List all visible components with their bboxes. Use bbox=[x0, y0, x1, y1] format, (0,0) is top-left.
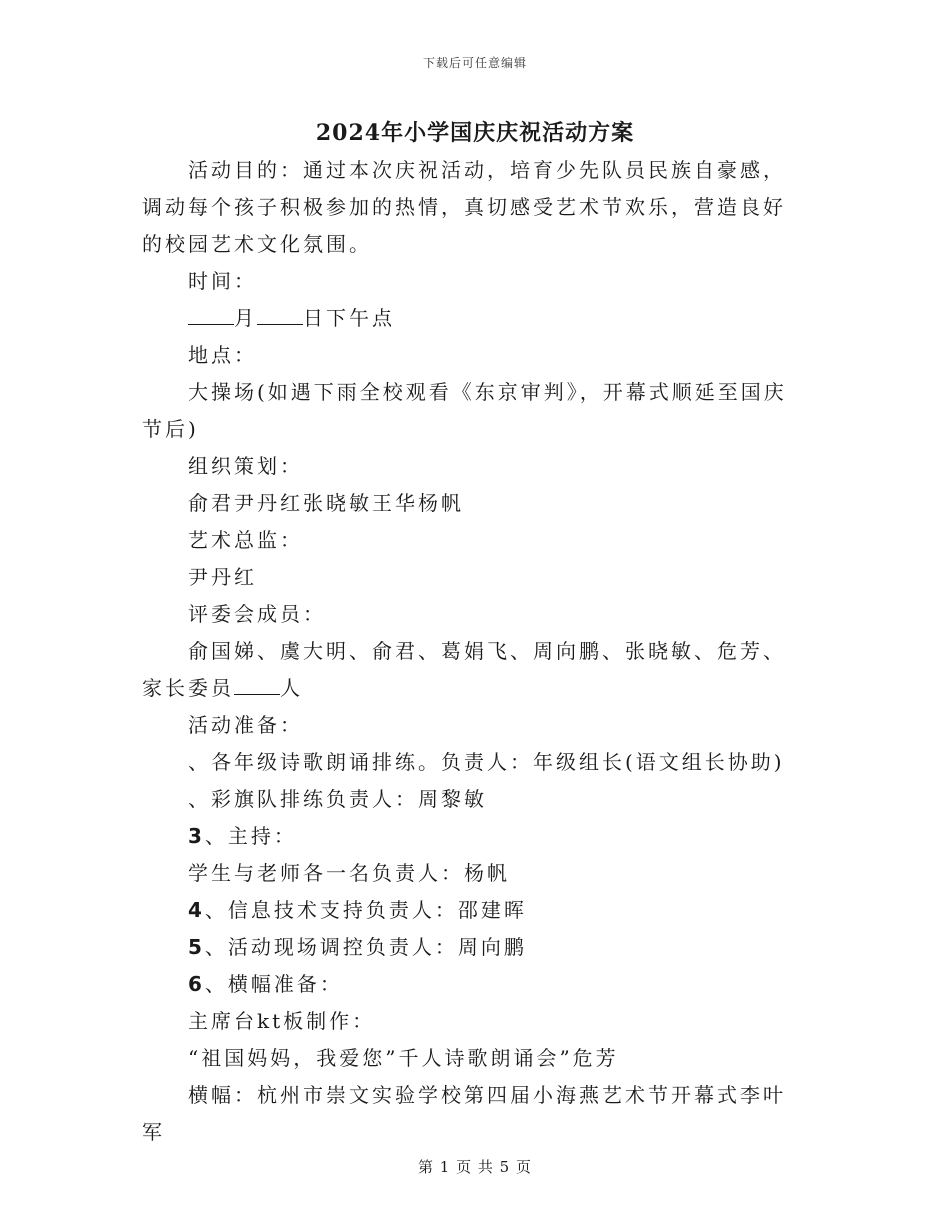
board-value: 主席台kt板制作： bbox=[188, 1009, 376, 1033]
item-3 bbox=[142, 818, 802, 855]
org-label: 组织策划： bbox=[188, 454, 303, 478]
art-value: 尹丹红 bbox=[188, 565, 257, 589]
item-5 bbox=[142, 929, 802, 966]
item-4 bbox=[142, 892, 802, 929]
judges-suffix: 人 bbox=[280, 676, 303, 700]
item-5-text: 、活动现场调控负责人：周向鹏 bbox=[204, 935, 527, 959]
place-value: 大操场(如遇下雨全校观看《东京审判》，开幕式顺延至国庆节后) bbox=[142, 380, 787, 441]
item-4-text: 、信息技术支持负责人：邵建晖 bbox=[204, 898, 527, 922]
page-footer: 第 1 页 共 5 页 bbox=[418, 1158, 532, 1176]
judges-value bbox=[142, 633, 802, 707]
item-3-text: 、主持： bbox=[204, 824, 297, 848]
org-value: 俞君尹丹红张晓敏王华杨帆 bbox=[188, 491, 464, 515]
prep-item-1: 、各年级诗歌朗诵排练。负责人：年级组长(语文组长协助) bbox=[188, 750, 785, 774]
purpose-paragraph: 活动目的：通过本次庆祝活动，培育少先队员民族自豪感，调动每个孩子积极参加的热情，真切感受艺术节欢乐，营造良好的校园艺术文化氛围。 bbox=[142, 158, 786, 256]
item-3-number: 3 bbox=[188, 824, 205, 848]
blank-line bbox=[234, 672, 280, 695]
place-label: 地点： bbox=[188, 343, 257, 367]
item-5-number: 5 bbox=[188, 935, 205, 959]
prep-item-2: 、彩旗队排练负责人：周黎敏 bbox=[188, 787, 487, 811]
document-title: 2024年小学国庆庆祝活动方案 bbox=[315, 120, 635, 146]
time-month: 月 bbox=[234, 306, 257, 330]
header-note: 下载后可任意编辑 bbox=[422, 56, 527, 70]
blank-line bbox=[257, 302, 303, 325]
time-value bbox=[142, 300, 802, 337]
prep-label: 活动准备： bbox=[188, 713, 303, 737]
item-6-number: 6 bbox=[188, 972, 205, 996]
time-label: 时间： bbox=[188, 269, 257, 293]
item-6-text: 、横幅准备： bbox=[204, 972, 343, 996]
banner-value: 横幅：杭州市崇文实验学校第四届小海燕艺术节开幕式李叶军 bbox=[142, 1083, 786, 1144]
art-label: 艺术总监： bbox=[188, 528, 303, 552]
blank-line bbox=[188, 302, 234, 325]
slogan-value: “祖国妈妈，我爱您”千人诗歌朗诵会”危芳 bbox=[188, 1046, 619, 1070]
item-4-number: 4 bbox=[188, 898, 205, 922]
time-rest: 日下午点 bbox=[303, 306, 395, 330]
item-6 bbox=[142, 966, 802, 1003]
judges-names: 俞国娣、虞大明、俞君、葛娟飞、周向鹏、张晓敏、危芳、家长委员 bbox=[142, 639, 786, 700]
host-value: 学生与老师各一名负责人：杨帆 bbox=[188, 861, 510, 885]
document-body bbox=[142, 152, 802, 1151]
judges-label: 评委会成员： bbox=[188, 602, 326, 626]
